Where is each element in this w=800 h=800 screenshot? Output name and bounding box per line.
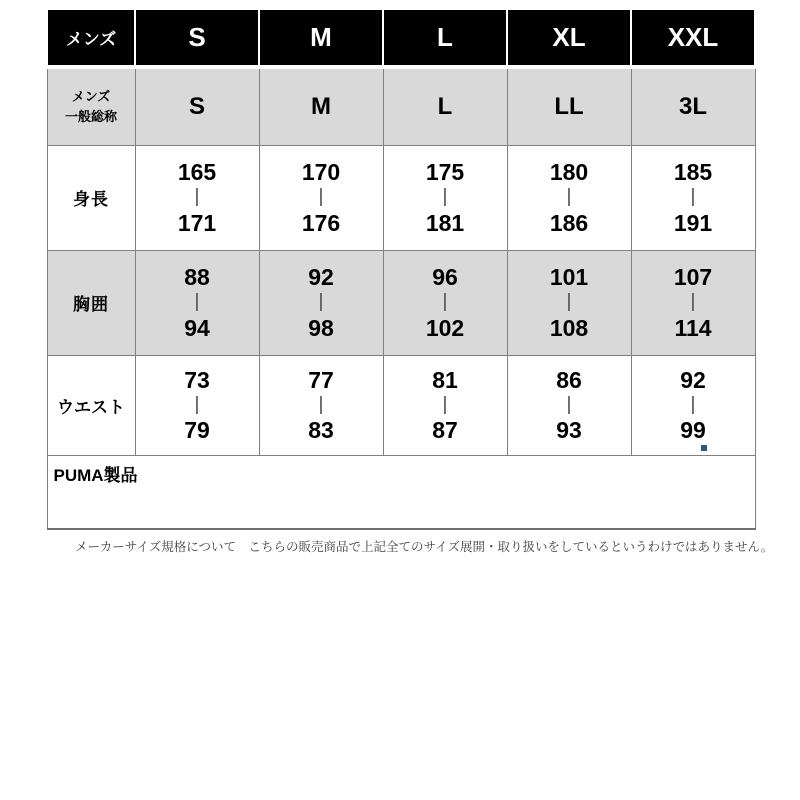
waist-range-m [259, 355, 383, 455]
range-from: 81 [432, 366, 458, 393]
range-separator: | [194, 291, 200, 313]
waist-range-xl [507, 355, 631, 455]
brand-note: PUMA製品 [47, 455, 755, 529]
waist-range-l [383, 355, 507, 455]
range-value [508, 264, 631, 341]
range-separator: | [566, 186, 572, 208]
chest-row-label: 胸囲 [47, 250, 135, 355]
range-value [508, 159, 631, 236]
range-value [260, 264, 383, 341]
range-value [136, 367, 259, 444]
general-size-l: L [383, 67, 507, 145]
range-separator: | [318, 186, 324, 208]
range-separator: | [690, 393, 696, 415]
range-value [384, 264, 507, 341]
header-size-l: L [383, 9, 507, 67]
range-separator: | [442, 291, 448, 313]
range-to: 98 [308, 314, 334, 341]
waist-row [47, 355, 755, 455]
general-size-3l: 3L [631, 67, 755, 145]
range-to: 102 [425, 314, 465, 341]
header-size-xl: XL [507, 9, 631, 67]
range-from: 101 [549, 264, 589, 291]
range-from: 185 [673, 159, 713, 186]
size-chart-content [46, 8, 774, 555]
range-separator: | [442, 393, 448, 415]
chest-range-m [259, 250, 383, 355]
range-to: 186 [549, 209, 589, 236]
range-value [632, 367, 755, 444]
range-to: 87 [432, 417, 458, 444]
range-separator: | [442, 186, 448, 208]
range-value [136, 264, 259, 341]
range-from: 165 [177, 159, 217, 186]
header-category-label: メンズ [47, 9, 135, 67]
range-from: 170 [301, 159, 341, 186]
range-separator: | [318, 393, 324, 415]
range-to: 79 [184, 417, 210, 444]
general-size-ll: LL [507, 67, 631, 145]
height-range-m [259, 145, 383, 250]
range-from: 96 [432, 264, 458, 291]
range-value [384, 159, 507, 236]
range-value [136, 159, 259, 236]
range-to: 181 [425, 209, 465, 236]
height-range-xl [507, 145, 631, 250]
chest-range-xxl [631, 250, 755, 355]
range-from: 77 [308, 366, 334, 393]
range-separator: | [318, 291, 324, 313]
chest-range-s [135, 250, 259, 355]
range-separator: | [194, 393, 200, 415]
range-to: 171 [177, 209, 217, 236]
height-range-l [383, 145, 507, 250]
range-to: 94 [184, 314, 210, 341]
chest-range-xl [507, 250, 631, 355]
range-separator: | [566, 393, 572, 415]
range-from: 88 [184, 264, 210, 291]
range-value [260, 159, 383, 236]
waist-range-xxl [631, 355, 755, 455]
range-to: 93 [556, 417, 582, 444]
range-value [508, 367, 631, 444]
range-from: 107 [673, 264, 713, 291]
range-from: 92 [680, 366, 706, 393]
table-header-row [47, 9, 755, 67]
size-disclaimer-text: メーカーサイズ規格について こちらの販売商品で上記全てのサイズ展開・取り扱いをしているというわけではありません。 [75, 540, 774, 554]
general-label-line1: メンズ [71, 88, 111, 104]
range-to: 191 [673, 209, 713, 236]
height-row-label: 身長 [47, 145, 135, 250]
header-size-m: M [259, 9, 383, 67]
general-size-s: S [135, 67, 259, 145]
height-row [47, 145, 755, 250]
range-separator: | [566, 291, 572, 313]
size-chart-table [46, 8, 756, 530]
range-value [260, 367, 383, 444]
height-range-xxl [631, 145, 755, 250]
general-label-line2: 一般総称 [64, 108, 117, 124]
general-size-row [47, 67, 755, 145]
range-from: 86 [556, 366, 582, 393]
range-to: 99 [680, 417, 706, 444]
range-separator: | [690, 186, 696, 208]
header-size-s: S [135, 9, 259, 67]
chest-row [47, 250, 755, 355]
range-value [384, 367, 507, 444]
range-from: 92 [308, 264, 334, 291]
selection-handle [701, 445, 707, 451]
range-value [632, 159, 755, 236]
range-to: 176 [301, 209, 341, 236]
height-range-s [135, 145, 259, 250]
chest-range-l [383, 250, 507, 355]
range-from: 180 [549, 159, 589, 186]
waist-range-s [135, 355, 259, 455]
range-to: 114 [674, 314, 712, 341]
waist-row-label: ウエスト [47, 355, 135, 455]
range-separator: | [194, 186, 200, 208]
general-row-label [47, 67, 135, 145]
range-value [632, 264, 755, 341]
range-to: 108 [549, 314, 589, 341]
header-size-xxl: XXL [631, 9, 755, 67]
range-from: 175 [425, 159, 465, 186]
range-to: 83 [308, 417, 334, 444]
range-from: 73 [184, 366, 210, 393]
brand-note-row [47, 455, 755, 529]
general-size-m: M [259, 67, 383, 145]
range-separator: | [690, 291, 696, 313]
